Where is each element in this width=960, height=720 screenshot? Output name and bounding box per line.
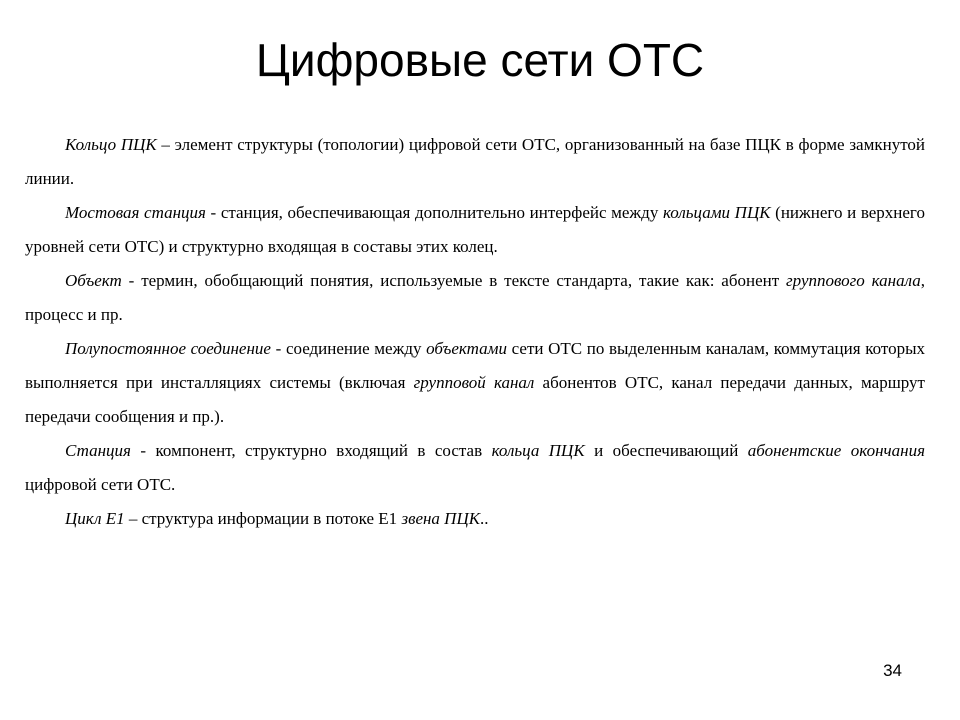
definition-emphasis: объектами bbox=[426, 339, 507, 358]
slide-title: Цифровые сети ОТС bbox=[255, 34, 705, 86]
definition-e1-cycle bbox=[25, 502, 925, 536]
definition-text: станция, обеспечивающая дополнительно интерфейс между bbox=[220, 203, 663, 222]
definition-text: элемент структуры (топологии) цифровой сети ОТС, организованный на базе ПЦК в форме замкнутой линии. bbox=[25, 135, 926, 188]
definition-emphasis: абонентские окончания bbox=[747, 441, 925, 460]
definition-term: Кольцо ПЦК bbox=[65, 135, 157, 154]
definition-separator: - bbox=[205, 203, 221, 222]
definition-emphasis: группового канала bbox=[786, 271, 921, 290]
definition-text: структура информации в потоке E1 bbox=[141, 509, 402, 528]
definition-text: термин, обобщающий понятия, используемые в тексте стандарта, такие как: абонент bbox=[141, 271, 787, 290]
definition-text: .. bbox=[480, 509, 489, 528]
definition-object bbox=[25, 264, 925, 332]
definition-ring-pck bbox=[25, 128, 925, 196]
definition-text: (нижнего и верхнего уровней сети ОТС) и структурно входящая в составы этих колец. bbox=[25, 203, 925, 256]
definition-separator: - bbox=[121, 271, 142, 290]
definition-emphasis: кольца ПЦК bbox=[491, 441, 585, 460]
definition-term: Объект bbox=[65, 271, 122, 290]
definition-text: соединение между bbox=[285, 339, 427, 358]
definition-semipermanent-connection bbox=[25, 332, 925, 434]
definition-text: и обеспечивающий bbox=[584, 441, 748, 460]
definition-bridge-station bbox=[25, 196, 925, 264]
definition-station bbox=[25, 434, 925, 502]
definition-text: сети ОТС по выделенным каналам, коммутация которых выполняется при инсталляциях системы (включая bbox=[25, 339, 925, 392]
definition-emphasis: кольцами ПЦК bbox=[662, 203, 771, 222]
definition-separator: – bbox=[156, 135, 175, 154]
definition-text: цифровой сети ОТС. bbox=[25, 475, 176, 494]
definition-separator: - bbox=[270, 339, 286, 358]
definition-separator: – bbox=[124, 509, 142, 528]
page-number: 34 bbox=[883, 661, 902, 680]
definition-term: Цикл E1 bbox=[65, 509, 125, 528]
definition-term: Станция bbox=[65, 441, 131, 460]
definition-text: компонент, структурно входящий в состав bbox=[155, 441, 492, 460]
definition-text: , процесс и пр. bbox=[25, 271, 925, 324]
definition-term: Полупостоянное соединение bbox=[65, 339, 271, 358]
definitions-list bbox=[25, 128, 925, 536]
definition-emphasis: звена ПЦК bbox=[401, 509, 481, 528]
definition-emphasis: групповой канал bbox=[413, 373, 535, 392]
definition-term: Мостовая станция bbox=[65, 203, 206, 222]
definition-text: абонентов ОТС, канал передачи данных, маршрут передачи сообщения и пр.). bbox=[25, 373, 925, 426]
definition-separator: - bbox=[130, 441, 156, 460]
